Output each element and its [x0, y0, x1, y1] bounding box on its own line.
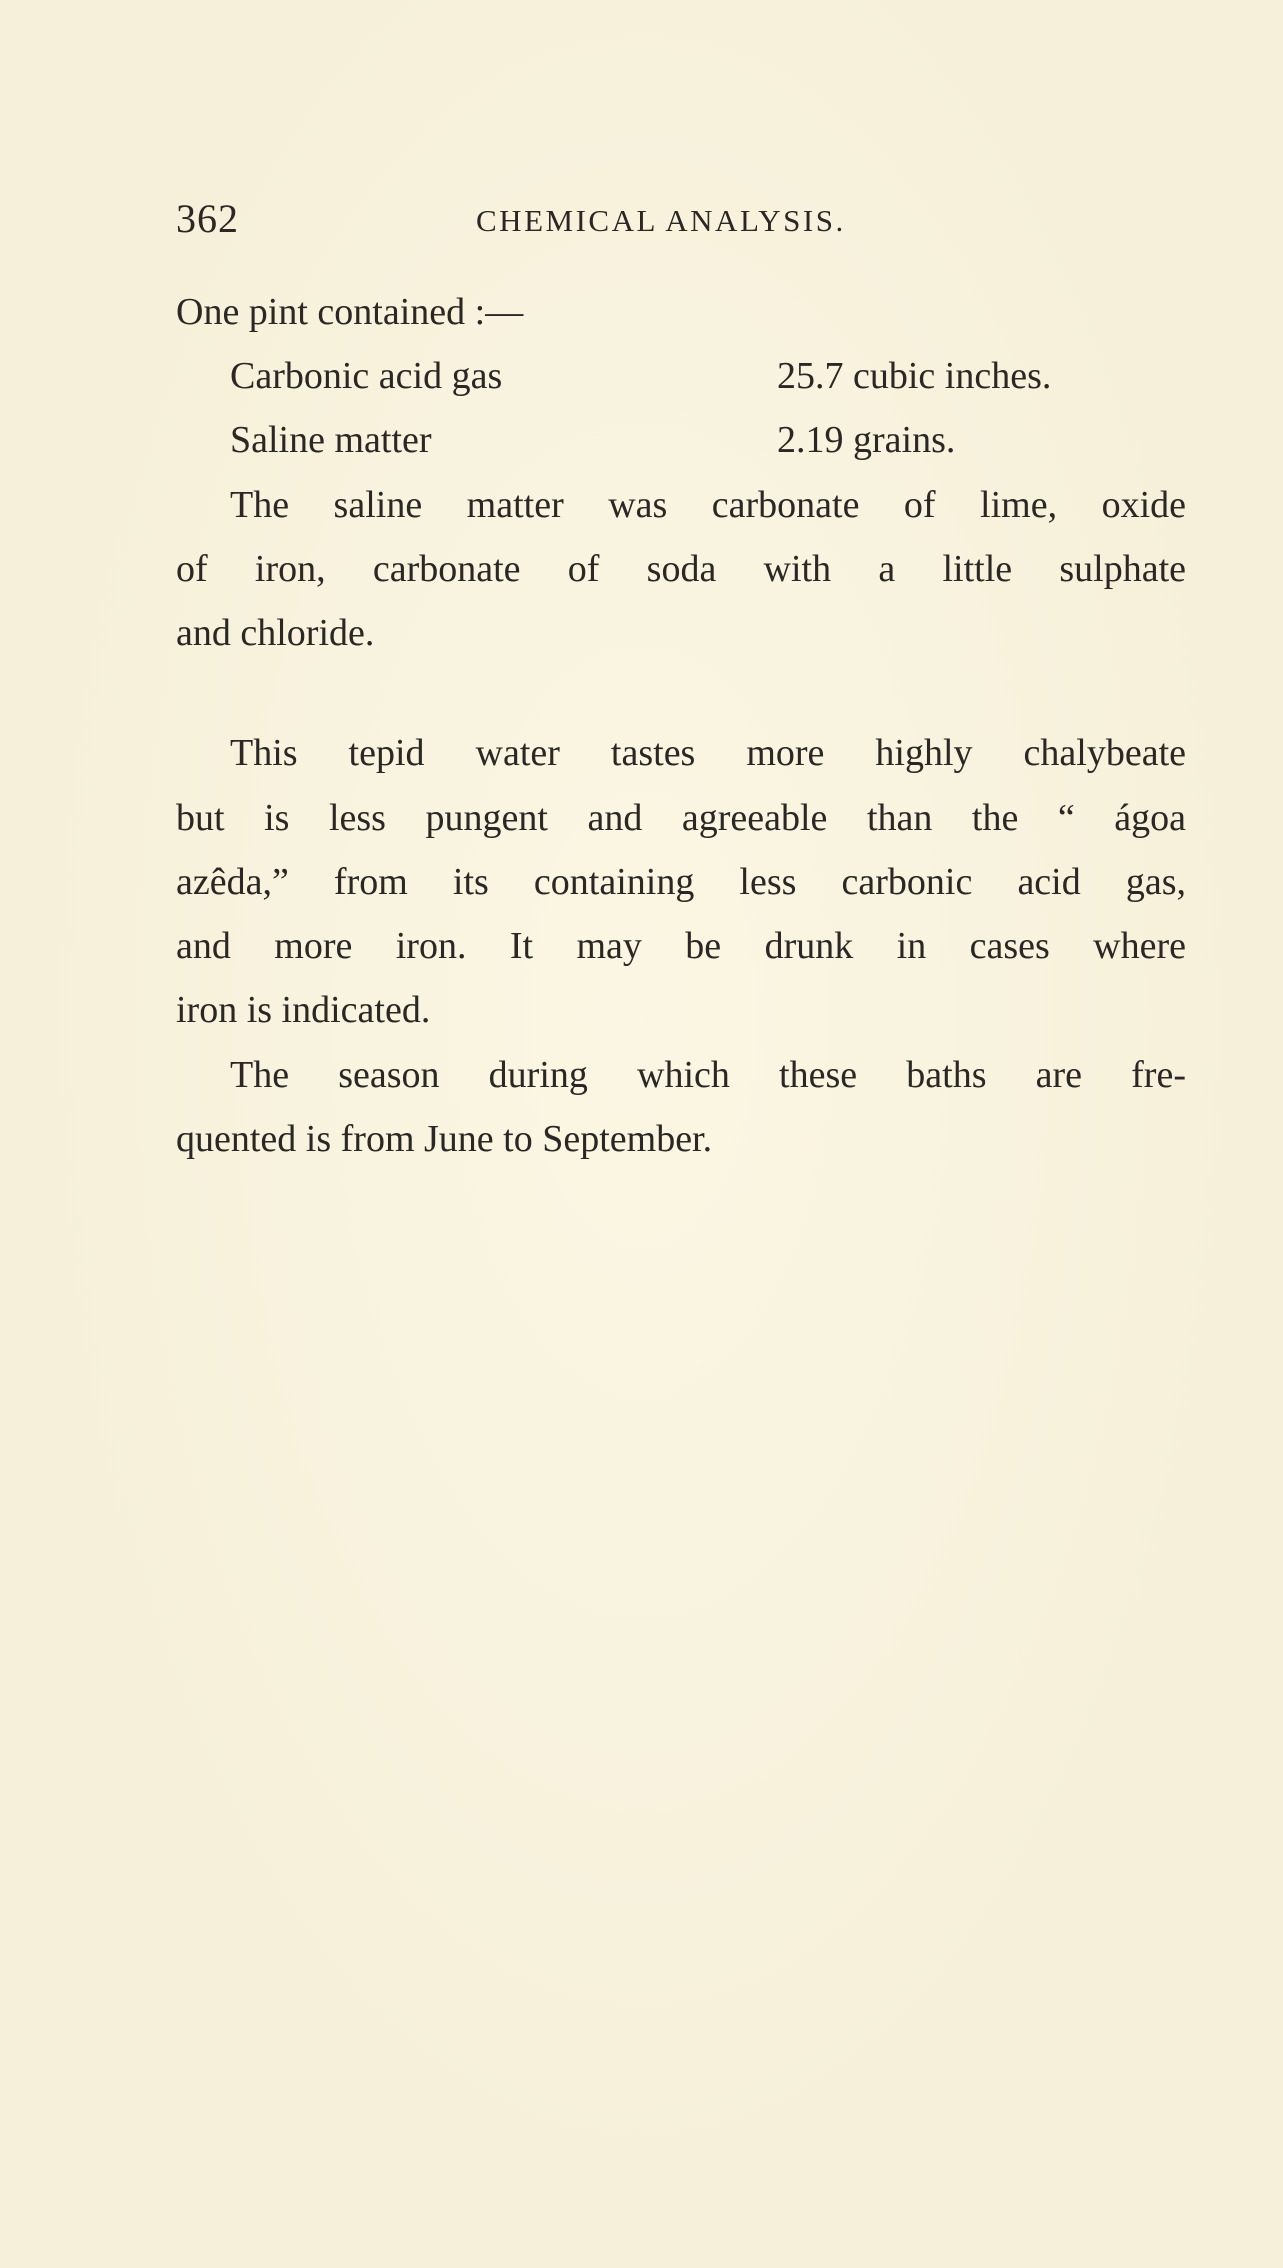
page-header	[176, 195, 1106, 245]
table-row-value: 25.7 cubic inches.	[777, 355, 1052, 397]
paragraph-line	[176, 914, 1186, 978]
paragraph-line	[230, 1043, 1186, 1107]
paragraph-2-line-5: iron is indicated.	[176, 989, 431, 1031]
paragraph-1-line-2: of iron, carbonate of soda with a little sulphate	[176, 548, 1186, 590]
paragraph-1-line-3: and chloride.	[176, 612, 375, 654]
paragraph-line	[230, 473, 1186, 537]
page-number: 362	[176, 196, 239, 241]
paragraph-3-line-1: The season during which these baths are fre-	[230, 1054, 1186, 1096]
table-row-label: Saline matter	[230, 419, 432, 461]
table-row-value: 2.19 grains.	[777, 419, 956, 461]
paragraph-2-line-4: and more iron. It may be drunk in cases where	[176, 925, 1186, 967]
table-row	[230, 408, 1230, 472]
paragraph-2-line-2: but is less pungent and agreeable than the “ ágoa	[176, 797, 1186, 839]
paragraph-1-line-1: The saline matter was carbonate of lime, oxide	[230, 484, 1186, 526]
paragraph-line	[176, 537, 1186, 601]
intro-line: One pint contained :—	[176, 291, 524, 333]
running-head: CHEMICAL ANALYSIS.	[476, 203, 846, 238]
table-row-label: Carbonic acid gas	[230, 355, 503, 397]
paragraph-2-line-3: azêda,” from its containing less carbonic acid gas,	[176, 861, 1186, 903]
paragraph-3-line-2: quented is from June to September.	[176, 1118, 713, 1160]
paragraph-line	[176, 850, 1186, 914]
table-row	[230, 344, 1230, 408]
paragraph-2-line-1: This tepid water tastes more highly chalybeate	[230, 732, 1186, 774]
paragraph-line	[230, 721, 1186, 785]
paragraph-line	[176, 786, 1186, 850]
